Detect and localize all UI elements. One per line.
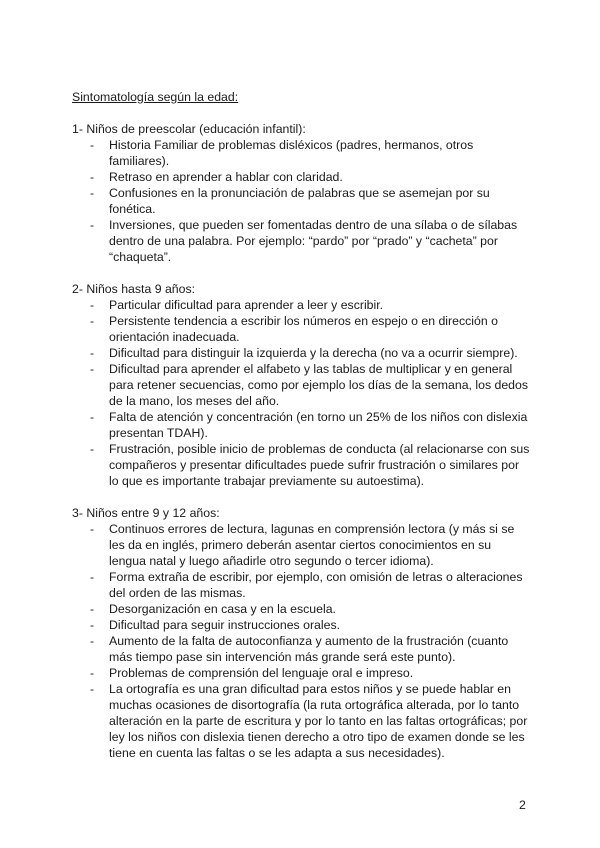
list-marker: - — [90, 298, 95, 312]
symptom-list — [72, 521, 542, 761]
list-item — [72, 569, 531, 601]
list-marker: - — [90, 634, 95, 648]
list-marker: - — [90, 314, 95, 328]
list-item-text: Historia Familiar de problemas disléxicos (padres, hermanos, otros familiares). — [109, 138, 474, 168]
list-marker: - — [90, 218, 95, 232]
list-marker: - — [90, 346, 95, 360]
list-marker: - — [90, 682, 95, 696]
list-marker: - — [90, 666, 95, 680]
section-under-nine — [72, 281, 542, 489]
list-marker: - — [90, 170, 95, 184]
list-item — [72, 185, 531, 217]
list-item-text: Particular dificultad para aprender a leer y escribir. — [109, 298, 384, 312]
page-number: 2 — [519, 798, 526, 812]
list-item-text: Inversiones, que pueden ser fomentadas dentro de una sílaba o de sílabas dentro de una palabra. Por ejemplo: “pardo” por “prado” y “cacheta” por “chaqueta”. — [109, 218, 518, 264]
list-item-text: Forma extraña de escribir, por ejemplo, con omisión de letras o alteraciones del orden de las mismas. — [109, 570, 523, 600]
list-marker: - — [90, 570, 95, 584]
list-item — [72, 409, 531, 441]
list-item — [72, 441, 531, 489]
list-marker: - — [90, 362, 95, 376]
list-item-text: Desorganización en casa y en la escuela. — [109, 602, 336, 616]
list-item — [72, 601, 531, 617]
list-item — [72, 617, 531, 633]
list-marker: - — [90, 138, 95, 152]
list-marker: - — [90, 186, 95, 200]
list-item — [72, 361, 531, 409]
section-preschool — [72, 121, 542, 265]
list-item — [72, 313, 531, 345]
page-title: Sintomatología según la edad: — [72, 90, 239, 104]
list-marker: - — [90, 442, 95, 456]
list-item-text: Aumento de la falta de autoconfianza y aumento de la frustración (cuanto más tiempo pase sin intervención más grande será este punto). — [109, 634, 509, 664]
list-item-text: Dificultad para seguir instrucciones orales. — [109, 618, 341, 632]
section-heading: 2- Niños hasta 9 años: — [72, 282, 196, 296]
list-item-text: Confusiones en la pronunciación de palabras que se asemejan por su fonética. — [109, 186, 490, 216]
list-item — [72, 169, 531, 185]
list-item-text: Falta de atención y concentración (en torno un 25% de los niños con dislexia presentan TDAH). — [109, 410, 528, 440]
list-item-text: Frustración, posible inicio de problemas de conducta (al relacionarse con sus compañeros y presentar dificultades puede sufrir frustración o similares por lo que es importante trabajar previamente su autoestima). — [109, 442, 530, 488]
list-item — [72, 633, 531, 665]
list-item — [72, 681, 531, 761]
list-item-text: Problemas de comprensión del lenguaje oral e impreso. — [109, 666, 414, 680]
list-item — [72, 137, 531, 169]
section-heading: 3- Niños entre 9 y 12 años: — [72, 506, 220, 520]
list-item-text: Persistente tendencia a escribir los números en espejo o en dirección o orientación inadecuada. — [109, 314, 498, 344]
list-item-text: Dificultad para distinguir la izquierda y la derecha (no va a ocurrir siempre). — [109, 346, 518, 360]
list-item — [72, 217, 531, 265]
symptom-list — [72, 137, 542, 265]
list-item-text: Continuos errores de lectura, lagunas en comprensión lectora (y más si se les da en inglés, primero deberán asentar ciertos conocimientos en su lengua natal y luego añadirle otro segundo o tercer idioma). — [109, 522, 515, 568]
list-item — [72, 345, 531, 361]
list-marker: - — [90, 410, 95, 424]
list-marker: - — [90, 602, 95, 616]
list-item-text: Retraso en aprender a hablar con claridad. — [109, 170, 343, 184]
list-marker: - — [90, 618, 95, 632]
list-item-text: Dificultad para aprender el alfabeto y las tablas de multiplicar y en general para retener secuencias, como por ejemplo los días de la semana, los dedos de la mano, los meses del año. — [109, 362, 529, 408]
list-item — [72, 297, 531, 313]
list-item-text: La ortografía es una gran dificultad para estos niños y se puede hablar en muchas ocasiones de disortografía (la ruta ortográfica alterada, por lo tanto alteración en la parte de escritura y por lo tanto en las faltas ortográficas; por ley los niños con dislexia tienen derecho a otro tipo de examen donde se les tiene en cuenta las faltas o se les adapta a sus necesidades). — [109, 682, 528, 760]
list-marker: - — [90, 522, 95, 536]
symptom-list — [72, 297, 542, 489]
list-item — [72, 521, 531, 569]
section-nine-to-twelve — [72, 505, 542, 761]
list-item — [72, 665, 531, 681]
section-heading: 1- Niños de preescolar (educación infantil): — [72, 122, 306, 136]
